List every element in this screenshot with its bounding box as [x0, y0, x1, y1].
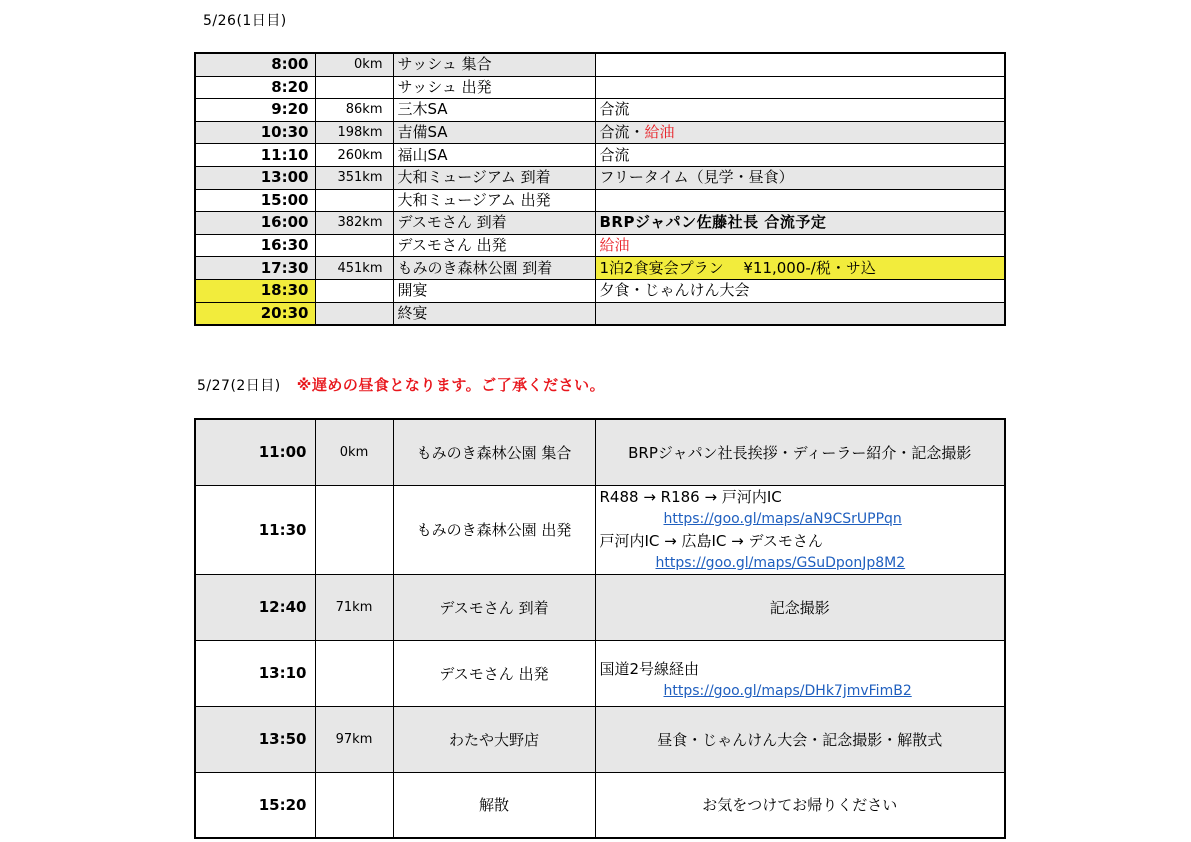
- time-cell: 18:30: [195, 279, 315, 302]
- note-cell: フリータイム（見学・昼食）: [595, 166, 1005, 189]
- distance-cell: 382km: [315, 212, 393, 235]
- table-row: [195, 121, 1005, 144]
- time-cell: 15:00: [195, 189, 315, 212]
- distance-cell: [315, 189, 393, 212]
- place-cell: もみのき森林公園 到着: [393, 257, 595, 280]
- day2-date: 5/27(2日目): [197, 378, 281, 394]
- note-cell: 記念撮影: [595, 574, 1005, 640]
- place-cell: デスモさん 出発: [393, 234, 595, 257]
- distance-cell: 86km: [315, 99, 393, 122]
- note-cell: [595, 485, 1005, 574]
- table-row: [195, 279, 1005, 302]
- distance-cell: [315, 772, 393, 838]
- place-cell: 開宴: [393, 279, 595, 302]
- distance-cell: 451km: [315, 257, 393, 280]
- distance-cell: [315, 76, 393, 99]
- place-cell: 福山SA: [393, 144, 595, 167]
- place-cell: サッシュ 集合: [393, 53, 595, 76]
- table-row: [195, 144, 1005, 167]
- table-row: [195, 166, 1005, 189]
- table-row: [195, 76, 1005, 99]
- note-cell: [595, 76, 1005, 99]
- place-cell: デスモさん 出発: [393, 640, 595, 706]
- note-cell: BRPジャパン社長挨拶・ディーラー紹介・記念撮影: [595, 419, 1005, 485]
- note-cell: 合流: [595, 99, 1005, 122]
- day2-schedule-table: [194, 418, 1006, 839]
- place-cell: デスモさん 到着: [393, 212, 595, 235]
- place-cell: 吉備SA: [393, 121, 595, 144]
- distance-cell: [315, 279, 393, 302]
- time-cell: 20:30: [195, 302, 315, 325]
- table-row: [195, 99, 1005, 122]
- map-link[interactable]: https://goo.gl/maps/GSuDponJp8M2: [655, 554, 906, 571]
- time-cell: 11:10: [195, 144, 315, 167]
- table-row: [195, 234, 1005, 257]
- note-cell: 夕食・じゃんけん大会: [595, 279, 1005, 302]
- time-cell: 8:20: [195, 76, 315, 99]
- time-cell: 12:40: [195, 574, 315, 640]
- time-cell: 16:00: [195, 212, 315, 235]
- time-cell: 9:20: [195, 99, 315, 122]
- place-cell: 三木SA: [393, 99, 595, 122]
- route-text: 国道2号線経由: [599, 660, 700, 678]
- note-cell: 合流: [595, 144, 1005, 167]
- table-row: [195, 212, 1005, 235]
- note-cell: [595, 640, 1005, 706]
- note-cell: 昼食・じゃんけん大会・記念撮影・解散式: [595, 706, 1005, 772]
- day2-notice: ※遅めの昼食となります。ご了承ください。: [296, 376, 606, 394]
- map-link[interactable]: https://goo.gl/maps/DHk7jmvFimB2: [663, 683, 912, 699]
- distance-cell: [315, 302, 393, 325]
- table-row: [195, 772, 1005, 838]
- table-row: [195, 574, 1005, 640]
- place-cell: サッシュ 出発: [393, 76, 595, 99]
- table-row: [195, 189, 1005, 212]
- day2-label: [197, 374, 605, 395]
- note-cell: 合流・給油: [595, 121, 1005, 144]
- place-cell: 解散: [393, 772, 595, 838]
- time-cell: 13:00: [195, 166, 315, 189]
- time-cell: 16:30: [195, 234, 315, 257]
- note-cell: BRPジャパン佐藤社長 合流予定: [595, 212, 1005, 235]
- distance-cell: 97km: [315, 706, 393, 772]
- table-row: [195, 706, 1005, 772]
- distance-cell: [315, 640, 393, 706]
- time-cell: 10:30: [195, 121, 315, 144]
- note-cell: 給油: [595, 234, 1005, 257]
- day1-schedule-table: [194, 52, 1006, 326]
- map-link[interactable]: https://goo.gl/maps/aN9CSrUPPqn: [663, 510, 902, 527]
- place-cell: わたや大野店: [393, 706, 595, 772]
- distance-cell: 198km: [315, 121, 393, 144]
- time-cell: 13:10: [195, 640, 315, 706]
- note-cell: [595, 302, 1005, 325]
- place-cell: デスモさん 到着: [393, 574, 595, 640]
- route-text: R488 → R186 → 戸河内IC: [599, 487, 782, 506]
- table-row: [195, 640, 1005, 706]
- table-row: [195, 257, 1005, 280]
- distance-cell: [315, 234, 393, 257]
- place-cell: もみのき森林公園 集合: [393, 419, 595, 485]
- distance-cell: 0km: [315, 53, 393, 76]
- time-cell: 8:00: [195, 53, 315, 76]
- time-cell: 11:30: [195, 485, 315, 574]
- place-cell: 大和ミュージアム 到着: [393, 166, 595, 189]
- distance-cell: 351km: [315, 166, 393, 189]
- day1-label: 5/26(1日目): [203, 13, 287, 29]
- table-row: [195, 302, 1005, 325]
- route-text: 戸河内IC → 広島IC → デスモさん: [599, 531, 823, 550]
- table-row: [195, 419, 1005, 485]
- note-cell: [595, 53, 1005, 76]
- note-cell: 1泊2食宴会プラン ¥11,000-/税・サ込: [595, 257, 1005, 280]
- distance-cell: [315, 485, 393, 574]
- place-cell: 終宴: [393, 302, 595, 325]
- table-row: [195, 53, 1005, 76]
- note-cell: お気をつけてお帰りください: [595, 772, 1005, 838]
- note-cell: [595, 189, 1005, 212]
- time-cell: 13:50: [195, 706, 315, 772]
- time-cell: 17:30: [195, 257, 315, 280]
- time-cell: 11:00: [195, 419, 315, 485]
- distance-cell: 71km: [315, 574, 393, 640]
- place-cell: 大和ミュージアム 出発: [393, 189, 595, 212]
- distance-cell: 260km: [315, 144, 393, 167]
- time-cell: 15:20: [195, 772, 315, 838]
- table-row: [195, 485, 1005, 574]
- distance-cell: 0km: [315, 419, 393, 485]
- place-cell: もみのき森林公園 出発: [393, 485, 595, 574]
